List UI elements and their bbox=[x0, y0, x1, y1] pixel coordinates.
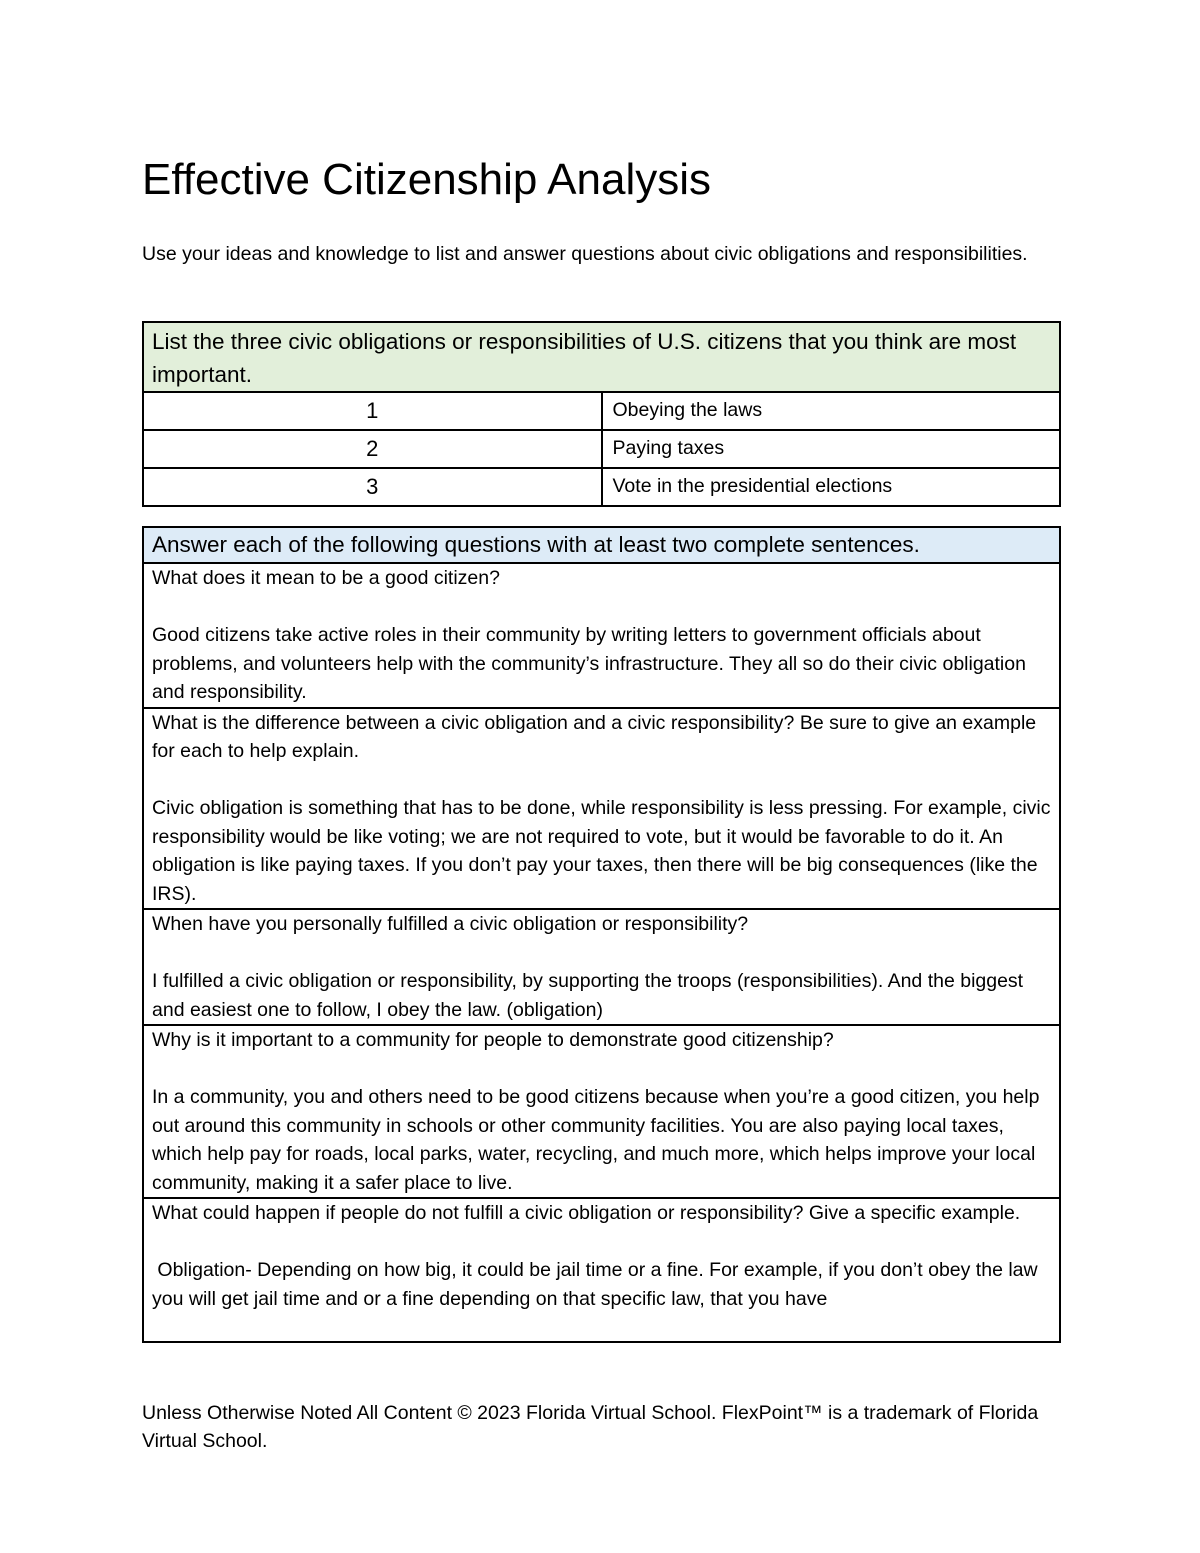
questions-table-header: Answer each of the following questions with at least two complete sentences. bbox=[143, 527, 1060, 563]
answer-text[interactable]: Obligation- Depending on how big, it could be jail time or a fine. For example, if you don’t obey the law you will get jail time and or a fine depending on that specific law, that you have bbox=[152, 1259, 1044, 1310]
answer-text[interactable]: Good citizens take active roles in their community by writing letters to government officials about problems, and volunteers help with the community’s infrastructure. They all so do their civic obligation and responsibility. bbox=[152, 624, 1026, 703]
question-row bbox=[143, 1198, 1060, 1342]
question-row bbox=[143, 1025, 1060, 1198]
copyright-footer: Unless Otherwise Noted All Content © 2023 Florida Virtual School. FlexPoint™ is a trademark of Florida Virtual School. bbox=[142, 1402, 1039, 1452]
list-row bbox=[143, 392, 1060, 430]
question-row bbox=[143, 563, 1060, 708]
question-text: Why is it important to a community for people to demonstrate good citizenship? bbox=[152, 1029, 834, 1051]
list-row-number: 2 bbox=[143, 430, 602, 468]
question-text: What is the difference between a civic obligation and a civic responsibility? Be sure to give an example for each to help explain. bbox=[152, 711, 1037, 762]
list-row bbox=[143, 430, 1060, 468]
instructions-text: Use your ideas and knowledge to list and answer questions about civic obligations and responsibilities. bbox=[142, 243, 1028, 265]
list-row-number: 3 bbox=[143, 468, 602, 506]
question-row bbox=[143, 708, 1060, 910]
question-row bbox=[143, 909, 1060, 1025]
question-text: What could happen if people do not fulfill a civic obligation or responsibility? Give a specific example. bbox=[152, 1202, 1021, 1224]
answer-text[interactable]: I fulfilled a civic obligation or responsibility, by supporting the troops (responsibilities). And the biggest and easiest one to follow, I obey the law. (obligation) bbox=[152, 970, 1024, 1021]
question-text: What does it mean to be a good citizen? bbox=[152, 567, 500, 589]
answer-text[interactable]: In a community, you and others need to be good citizens because when you’re a good citizen, you help out around this community in schools or other community facilities. You are also paying local taxes, which help pay for roads, local parks, water, recycling, and much more, which helps improve your local community, making it a safer place to live. bbox=[152, 1086, 1040, 1194]
list-row bbox=[143, 468, 1060, 506]
list-row-answer[interactable]: Paying taxes bbox=[602, 430, 1061, 468]
list-row-number: 1 bbox=[143, 392, 602, 430]
answer-text[interactable]: Civic obligation is something that has to be done, while responsibility is less pressing. For example, civic responsibility would be like voting; we are not required to vote, but it would be favorable to do it. An obligation is like paying taxes. If you don’t pay your taxes, then there will be big consequences (like the IRS). bbox=[152, 797, 1051, 905]
list-table-header: List the three civic obligations or responsibilities of U.S. citizens that you think are most important. bbox=[143, 322, 1060, 392]
question-text: When have you personally fulfilled a civic obligation or responsibility? bbox=[152, 913, 749, 935]
obligations-list-table bbox=[142, 321, 1061, 507]
page-title: Effective Citizenship Analysis bbox=[142, 155, 712, 204]
list-row-answer[interactable]: Obeying the laws bbox=[602, 392, 1061, 430]
list-row-answer[interactable]: Vote in the presidential elections bbox=[602, 468, 1061, 506]
questions-table bbox=[142, 526, 1061, 1343]
